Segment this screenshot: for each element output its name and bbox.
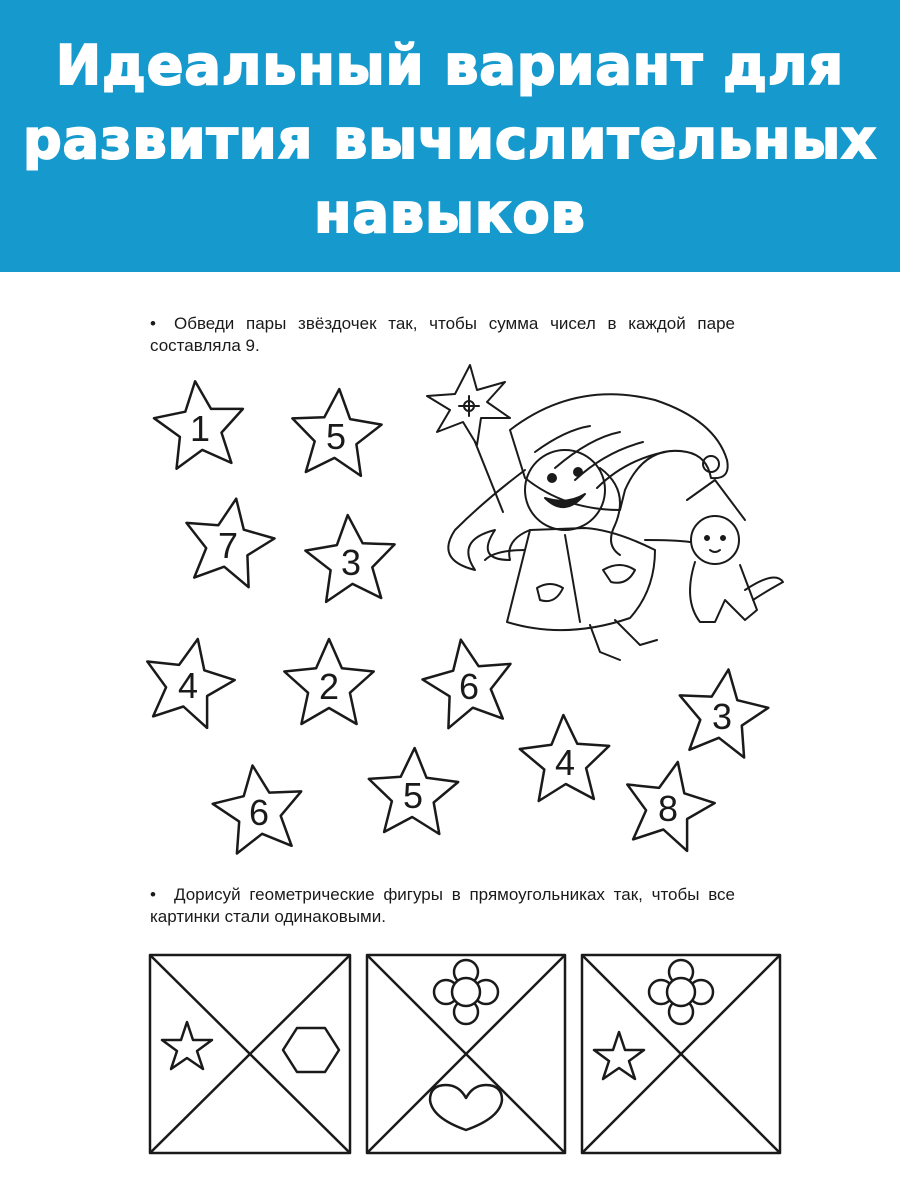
- star-icon: [594, 1032, 644, 1079]
- hair: [448, 470, 530, 570]
- panel-1: [150, 955, 350, 1153]
- fairy-dress: [485, 528, 690, 630]
- star-icon: [162, 1022, 212, 1069]
- task1-text: Обведи пары звёздочек так, чтобы сумма чисел в каждой паре составляла 9.: [150, 314, 735, 355]
- star-number: 5: [402, 775, 424, 816]
- cat-icon: [687, 480, 783, 622]
- star-number: 8: [657, 788, 679, 829]
- bullet: •: [150, 885, 156, 904]
- fairy-face: [525, 450, 605, 530]
- title-line-3: навыков: [314, 182, 586, 245]
- star-number: 4: [177, 665, 199, 706]
- panel-3: [582, 955, 780, 1153]
- flower-icon: [434, 960, 498, 1024]
- title-line-1: Идеальный вариант для: [55, 34, 845, 97]
- wand-stick: [475, 442, 503, 512]
- wand-star-icon: [427, 365, 510, 445]
- star-number: 5: [325, 416, 347, 457]
- title-line-2: развития вычислительных: [23, 108, 877, 171]
- task2-text: Дорисуй геометрические фигуры в прямоугольниках так, чтобы все картинки стали одинаковыми.: [150, 885, 735, 926]
- hexagon-icon: [283, 1028, 339, 1072]
- star-number: 7: [217, 525, 239, 566]
- star-number: 3: [711, 696, 733, 737]
- star-number: 6: [248, 792, 270, 833]
- heart-icon: [430, 1085, 502, 1130]
- shape-panels: [145, 950, 785, 1180]
- star-number: 2: [318, 666, 340, 707]
- panel-2: [367, 955, 565, 1153]
- flower-icon: [649, 960, 713, 1024]
- task2-instruction: [150, 884, 735, 928]
- bullet: •: [150, 314, 156, 333]
- fairy-illustration: [415, 360, 795, 680]
- star-number: 1: [189, 408, 211, 449]
- star-number: 3: [340, 542, 362, 583]
- star-number: 4: [554, 742, 576, 783]
- star-number: 6: [458, 666, 480, 707]
